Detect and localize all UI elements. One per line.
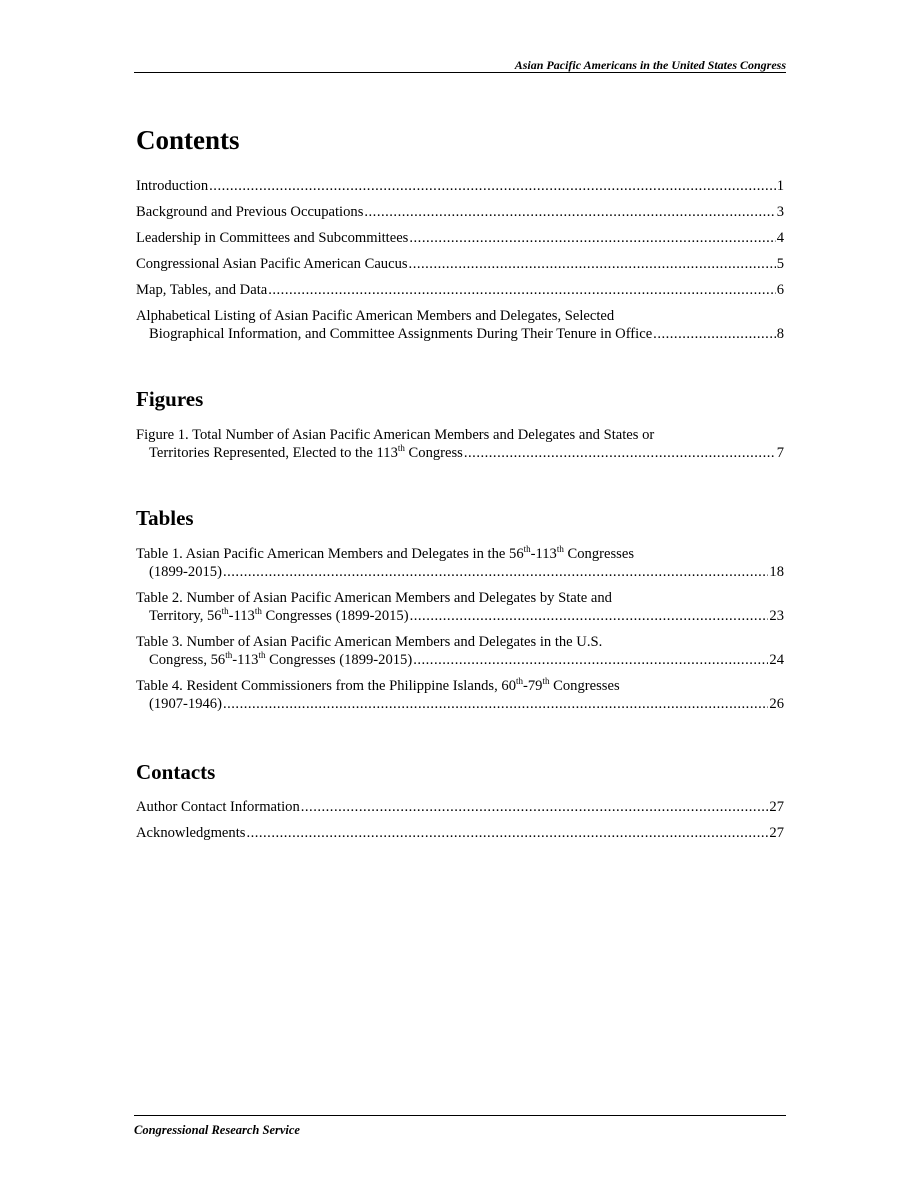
contacts-heading: Contacts <box>136 760 216 784</box>
toc-entry-background[interactable]: Background and Previous Occupations ..... 3 <box>136 203 784 221</box>
contacts-list <box>136 798 784 850</box>
page-number: 27 <box>769 825 784 841</box>
page-number: 8 <box>776 326 784 342</box>
page-number: 27 <box>769 799 784 815</box>
toc-entry-alphabetical-listing[interactable]: Alphabetical Listing of Asian Pacific American Members and Delegates, Selected Biographical Information, and Committee Assignments During Their Tenure in Office ..... 8 <box>136 307 784 343</box>
page-number: 24 <box>769 652 784 668</box>
page-footer <box>134 1115 786 1139</box>
running-title: Asian Pacific Americans in the United States Congress <box>514 58 786 72</box>
tables-list <box>136 545 784 721</box>
page-number: 1 <box>776 178 784 194</box>
page-number: 3 <box>776 204 784 220</box>
contents-heading: Contents <box>136 125 240 155</box>
figures-heading: Figures <box>136 387 204 411</box>
toc-entry-table-1[interactable]: Table 1. Asian Pacific American Members and Delegates in the 56th-113th Congresses (1899-2015) ..... 18 <box>136 545 784 581</box>
page-number: 26 <box>769 696 784 712</box>
toc-entry-figure-1[interactable]: Figure 1. Total Number of Asian Pacific American Members and Delegates and States or Territories Represented, Elected to the 113th Congress ..... 7 <box>136 426 784 462</box>
page-number: 7 <box>776 445 784 461</box>
toc-entry-map-tables-data[interactable]: Map, Tables, and Data ..... 6 <box>136 281 784 299</box>
toc-entry-acknowledgments[interactable]: Acknowledgments ..... 27 <box>136 824 784 842</box>
running-header <box>134 56 786 73</box>
page-number: 4 <box>776 230 784 246</box>
tables-heading: Tables <box>136 506 194 530</box>
footer-text: Congressional Research Service <box>134 1123 300 1137</box>
toc-entry-caucus[interactable]: Congressional Asian Pacific American Caucus ..... 5 <box>136 255 784 273</box>
toc-entry-author-contact[interactable]: Author Contact Information ..... 27 <box>136 798 784 816</box>
toc-entry-introduction[interactable]: Introduction ..... 1 <box>136 177 784 195</box>
toc-entry-table-2[interactable]: Table 2. Number of Asian Pacific American Members and Delegates by State and Territory, 56th-113th Congresses (1899-2015) ..... 23 <box>136 589 784 625</box>
page-number: 5 <box>776 256 784 272</box>
page-number: 23 <box>769 608 784 624</box>
page-number: 18 <box>769 564 784 580</box>
figures-list <box>136 426 784 470</box>
page-number: 6 <box>776 282 784 298</box>
toc-entry-table-3[interactable]: Table 3. Number of Asian Pacific American Members and Delegates in the U.S. Congress, 56th-113th Congresses (1899-2015) ..... 24 <box>136 633 784 669</box>
toc-entry-table-4[interactable]: Table 4. Resident Commissioners from the Philippine Islands, 60th-79th Congresses (1907-1946) ..... 26 <box>136 677 784 713</box>
toc-entry-leadership[interactable]: Leadership in Committees and Subcommittees ..... 4 <box>136 229 784 247</box>
contents-list <box>136 177 784 351</box>
